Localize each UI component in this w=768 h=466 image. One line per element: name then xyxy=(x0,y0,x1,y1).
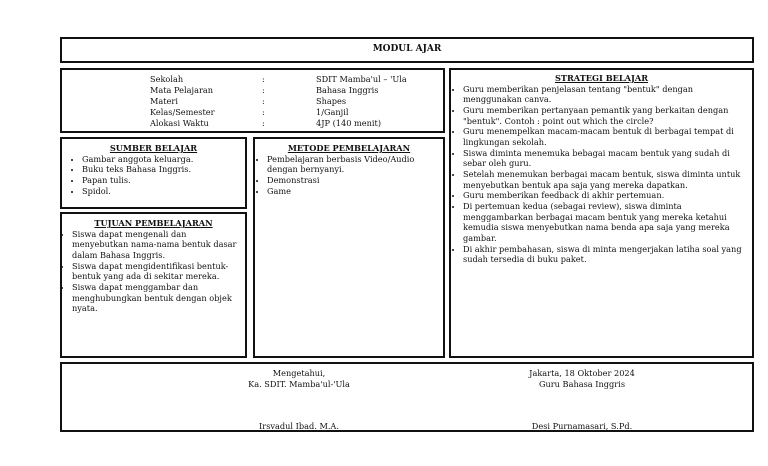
signature-right-line1: Jakarta, 18 Oktober 2024 xyxy=(529,368,635,378)
title-box xyxy=(60,37,754,63)
strategi-belajar-box xyxy=(449,68,754,358)
metode-pembelajaran-box xyxy=(253,137,445,358)
info-value: Shapes xyxy=(316,96,347,106)
strategi-belajar-list xyxy=(451,84,752,265)
list-item: • Buku teks Bahasa Inggris. xyxy=(82,164,245,175)
list-item: • Siswa dapat menggambar dan menghubungkan bentuk dengan objek nyata. xyxy=(72,282,245,314)
metode-pembelajaran-title: METODE PEMBELAJARAN xyxy=(287,143,411,153)
tujuan-pembelajaran-box xyxy=(60,212,247,358)
sumber-belajar-title: SUMBER BELAJAR xyxy=(109,143,198,153)
info-value: 4JP (140 menit) xyxy=(316,118,382,128)
signature-left-line1: Mengetahui, xyxy=(272,368,326,378)
list-item: • Guru memberikan penjelasan tentang "bentuk" dengan menggunakan canva. xyxy=(463,84,746,105)
info-colon: : xyxy=(262,74,265,84)
info-row-mata-pelajaran xyxy=(62,85,443,96)
info-colon: : xyxy=(262,85,265,95)
list-item: • Game xyxy=(267,186,443,197)
metode-pembelajaran-list xyxy=(255,154,443,197)
list-item: • Di akhir pembahasan, siswa di minta mengerjakan latiha soal yang sudah tersedia di buku paket. xyxy=(463,244,746,265)
tujuan-pembelajaran-title: TUJUAN PEMBELAJARAN xyxy=(94,218,213,228)
info-colon: : xyxy=(262,107,265,117)
signature-right-name: Desi Purnamasari, S.Pd. xyxy=(531,421,633,431)
list-item: • Guru memberikan feedback di akhir pertemuan. xyxy=(463,190,746,201)
info-row-sekolah xyxy=(62,74,443,85)
sumber-belajar-list xyxy=(62,154,245,197)
signature-left-name: Irsvadul Ibad. M.A. xyxy=(259,421,339,431)
info-label: Materi xyxy=(150,96,178,106)
list-item: • Di pertemuan kedua (sebagai review), siswa diminta menggambarkan berbagai macam bentuk yang mereka ketahui kemudia siswa menyebutkan nama benda apa saja yang mereka gambar. xyxy=(463,201,746,244)
list-item: • Demonstrasi xyxy=(267,175,443,186)
signature-left xyxy=(179,368,419,389)
info-label: Sekolah xyxy=(150,74,184,84)
info-box xyxy=(60,68,445,133)
info-value: Bahasa Inggris xyxy=(316,85,379,95)
info-value: SDIT Mamba'ul – 'Ula xyxy=(316,74,407,84)
strategi-belajar-title: STRATEGI BELAJAR xyxy=(554,73,649,83)
document-title: MODUL AJAR xyxy=(372,44,442,55)
info-value: 1/Ganjil xyxy=(316,107,349,117)
info-colon: : xyxy=(262,118,265,128)
sumber-belajar-box xyxy=(60,137,247,209)
list-item: • Guru menempelkan macam-macam bentuk di berbagai tempat di lingkungan sekolah. xyxy=(463,126,746,147)
info-label: Alokasi Waktu xyxy=(150,118,209,128)
list-item: • Papan tulis. xyxy=(82,175,245,186)
signature-box xyxy=(60,362,754,432)
list-item: • Guru memberikan pertanyaan pemantik yang berkaitan dengan "bentuk". Contoh : point out which the circle? xyxy=(463,105,746,126)
signature-right xyxy=(462,368,702,389)
tujuan-pembelajaran-list xyxy=(62,229,245,314)
info-label: Mata Pelajaran xyxy=(150,85,214,95)
list-item: • Siswa dapat mengenali dan menyebutkan nama-nama bentuk dasar dalam Bahasa Inggris. xyxy=(72,229,245,261)
list-item: • Pembelajaran berbasis Video/Audio dengan bernyanyi. xyxy=(267,154,443,175)
signature-right-line2: Guru Bahasa Inggris xyxy=(538,378,626,389)
signature-left-line2: Ka. SDIT. Mamba'ul-'Ula xyxy=(248,378,350,389)
info-row-materi xyxy=(62,96,443,107)
info-row-alokasi-waktu xyxy=(62,118,443,129)
info-row-kelas-semester xyxy=(62,107,443,118)
list-item: • Gambar anggota keluarga. xyxy=(82,154,245,165)
list-item: • Siswa dapat mengidentifikasi bentuk-bentuk yang ada di sekitar mereka. xyxy=(72,261,245,282)
list-item: • Siswa diminta menemuka bebagai macam bentuk yang sudah di sebar oleh guru. xyxy=(463,148,746,169)
list-item: • Spidol. xyxy=(82,186,245,197)
info-label: Kelas/Semester xyxy=(150,107,215,117)
list-item: • Setelah menemukan berbagai macam bentuk, siswa diminta untuk menyebutkan bentuk apa saja yang mereka dapatkan. xyxy=(463,169,746,190)
info-colon: : xyxy=(262,96,265,106)
